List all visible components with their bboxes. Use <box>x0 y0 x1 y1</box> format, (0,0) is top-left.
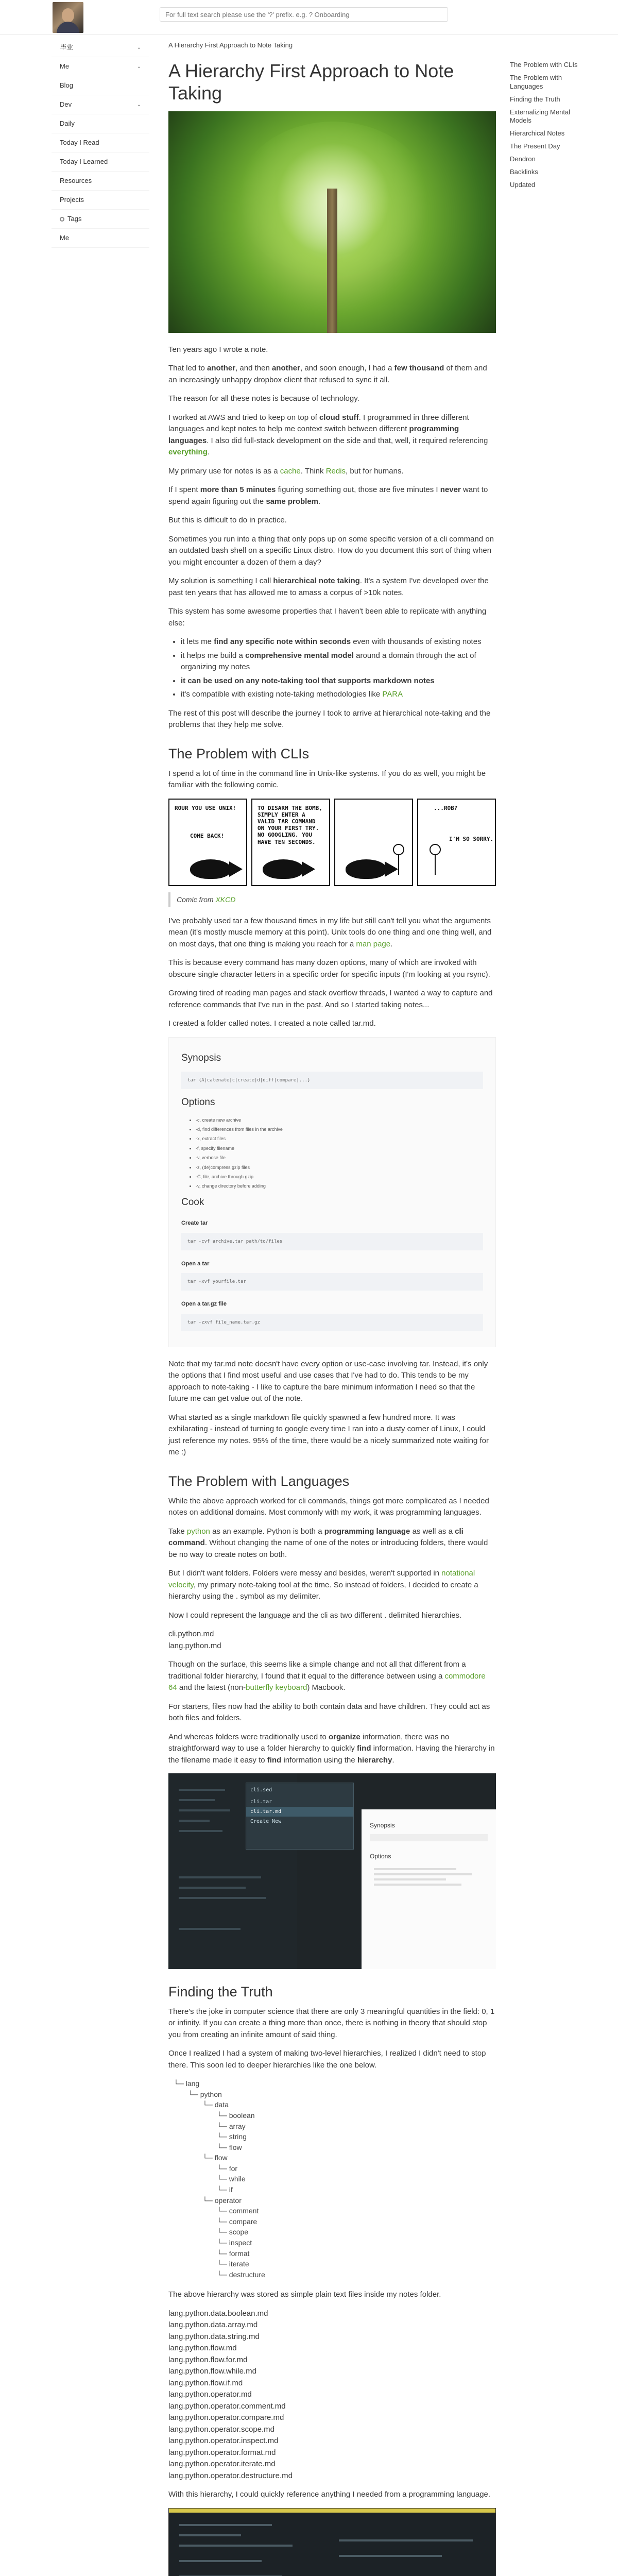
top-bar <box>0 0 618 35</box>
chevron-down-icon: ⌄ <box>136 44 141 50</box>
preview-pane: Synopsis Options <box>362 1809 496 1969</box>
s2-p6: For starters, files now had the ability to both contain data and have children. They could act as both files and folders. <box>168 1702 490 1722</box>
code-block: tar -cvf archive.tar path/to/files <box>181 1233 483 1250</box>
comic-panel: TO DISARM THE BOMB, SIMPLY ENTER A VALID TAR COMMAND ON YOUR FIRST TRY. NO GOOGLING. YOU HAVE TEN SECONDS. <box>251 799 330 886</box>
sidebar-item-today-i-learned[interactable]: Today I Learned <box>52 152 149 172</box>
intro-p4: I worked at AWS and tried to keep on top of cloud stuff. I programmed in three different languages and kept notes to help me context switch between different programming languages. I also did full-stack development on the side and that, well, it required referencing everything. <box>168 413 488 457</box>
main-content <box>168 40 496 2576</box>
list-item: • it can be used on any note-taking tool that supports markdown notes <box>181 675 496 687</box>
tree-node: └─ scope <box>217 2228 249 2236</box>
s2-p7: And whereas folders were traditionally used to organize information, there was no straightforward way to use a folder hierarchy to quickly find information. Having the hierarchy in the filename made it easy to find information using the hierarchy. <box>168 1732 495 1765</box>
sidebar-item-daily[interactable]: Daily <box>52 114 149 133</box>
file-list: cli.python.md lang.python.md <box>168 1630 221 1650</box>
toc-item[interactable]: Finding the Truth <box>510 95 560 103</box>
s1-p1: I spend a lot of time in the command line in Unix-like systems. If you do as well, you might be familiar with the following comic. <box>168 769 486 790</box>
intro-p9: My solution is something I call hierarchical note taking. It's a system I've developed over the past ten years that has allowed me to amass a corpus of >10k notes. <box>168 577 489 597</box>
s1-p4: Growing tired of reading man pages and stack overflow threads, I wanted a way to capture and reference commands that I've run in the past. And so I started taking notes... <box>168 989 493 1009</box>
s2-p1: While the above approach worked for cli commands, things got more complicated as I needed notes on additional domains. Most commonly with my work, it was programming languages. <box>168 1496 489 1517</box>
list-item: • it helps me build a comprehensive mental model around a domain through the act of organizing my notes <box>181 650 496 673</box>
s1-p6: Note that my tar.md note doesn't have every option or use-case involving tar. Instead, it's only the options that I find most useful and use cases that I've had to do. This tends to be my approach to note-taking - I like to capture the bare minimum information I need so that the future me can get value out of the note. <box>168 1359 488 1403</box>
toc-item[interactable]: Updated <box>510 180 536 189</box>
comic-panel: ROUR YOU USE UNIX! COME BACK! <box>168 799 247 886</box>
redis-link[interactable]: Redis <box>325 466 346 476</box>
tree-node: └─ operator <box>202 2196 242 2205</box>
tree-node: └─ iterate <box>217 2260 249 2268</box>
tree-node: └─ python <box>188 2090 222 2098</box>
list-item: • it lets me find any specific note within seconds even with thousands of existing notes <box>181 636 496 648</box>
commodore-link[interactable]: commodore 64 <box>168 1671 486 1692</box>
chevron-down-icon: ⌄ <box>136 63 141 70</box>
para-link[interactable]: PARA <box>382 690 403 699</box>
sidebar-item-today-i-read[interactable]: Today I Read <box>52 133 149 152</box>
avatar[interactable] <box>53 2 83 33</box>
tree-node: └─ if <box>217 2185 233 2194</box>
tree-node: └─ data <box>202 2100 229 2109</box>
toc-item[interactable]: Hierarchical Notes <box>510 129 565 138</box>
code-block: tar -xvf yourfile.tar <box>181 1273 483 1291</box>
intro-p1: Ten years ago I wrote a note. <box>168 345 268 354</box>
tag-icon <box>60 217 64 222</box>
toc-item[interactable]: Externalizing Mental Models <box>510 108 571 125</box>
s2-p3: But I didn't want folders. Folders were messy and besides, weren't supported in notational velocity, my primary note-taking tool at the time. So instead of folders, I decided to create a hierarchy using the . symbol as my delimiter. <box>168 1569 478 1601</box>
comic-caption: Comic from XKCD <box>168 892 496 907</box>
intro-p7: But this is difficult to do in practice. <box>168 516 287 525</box>
quick-open-popup: cli.sed cli.tar cli.tar.md Create New <box>246 1783 354 1850</box>
tree-node: └─ while <box>217 2175 246 2183</box>
s3-p4: With this hierarchy, I could quickly reference anything I needed from a programming language. <box>168 2490 491 2499</box>
intro-p5: My primary use for notes is as a cache. Think Redis, but for humans. <box>168 466 404 476</box>
table-of-contents <box>510 61 592 194</box>
s1-p3: This is because every command has many dozen options, many of which are invoked with obscure single character letters in a specific order for specific inputs (I'm looking at you rsync). <box>168 958 490 979</box>
comic-panel: ...ROB? I'M SO SORRY. <box>417 799 496 886</box>
tree-node: └─ comment <box>217 2207 259 2215</box>
sidebar-item-me-bottom[interactable]: Me <box>52 229 149 248</box>
tree-node: └─ format <box>217 2249 250 2258</box>
cache-link[interactable]: cache <box>280 466 301 476</box>
editor-screenshot <box>168 1773 496 1969</box>
s2-p4: Now I could represent the language and the cli as two different . delimited hierarchies. <box>168 1611 462 1620</box>
tree-node: └─ inspect <box>217 2238 252 2247</box>
intro-p2: That led to another, and then another, and soon enough, I had a few thousand of them and an increasingly unhappy dropbox client that refused to sync it all. <box>168 364 487 384</box>
doc-options-heading: Options <box>181 1097 215 1108</box>
doc-options-list: • -c, create new archive • -d, find differences from files in the archive • -x, extract files • -f, specify filename • -v, verbose file • -z, (de)compress gzip files • -C, file, archive through gzip • -v, change directory before adding <box>196 1116 483 1190</box>
sidebar-item-resources[interactable]: Resources <box>52 172 149 191</box>
tree-node: └─ for <box>217 2164 238 2173</box>
sidebar-item-tags[interactable]: Tags <box>52 210 149 229</box>
s1-p2: I've probably used tar a few thousand times in my life but still can't tell you what the arguments mean (it's mostly muscle memory at this point). Unix tools do one thing and one thing well, and on most days, that one thing is making you reach for a man page. <box>168 916 492 948</box>
section-heading-finding-truth: Finding the Truth <box>168 1984 273 1999</box>
s1-p5: I created a folder called notes. I created a note called tar.md. <box>168 1019 376 1028</box>
s1-p7: What started as a single markdown file quickly spawned a few hundred more. It was exhilarating - instead of turning to google every time I ran into a dusty corner of Linux, I could just reference my notes. 95% of the time, there would be a nicely summarized note waiting for me :) <box>168 1413 489 1457</box>
tree-node: └─ string <box>217 2132 247 2141</box>
section-heading-clis: The Problem with CLIs <box>168 745 310 761</box>
python-link[interactable]: python <box>186 1527 210 1536</box>
code-block: tar {A|catenate|c|create|d|diff|compare|...} <box>181 1072 483 1089</box>
tree-node: └─ boolean <box>217 2111 255 2120</box>
xkcd-link[interactable]: XKCD <box>215 895 236 904</box>
toc-item[interactable]: The Present Day <box>510 142 560 150</box>
tree-node: └─ array <box>217 2122 246 2130</box>
intro-p10: This system has some awesome properties that I haven't been able to replicate with anything else: <box>168 607 487 628</box>
file-list: lang.python.data.boolean.md lang.python.data.array.md lang.python.data.string.md lang.python.flow.md lang.python.flow.for.md lang.python.flow.while.md lang.python.flow.if.md lang.python.operator.md lang.python.operator.comment.md lang.python.operator.compare.md lang.python.operator.scope.md lang.python.operator.inspect.md lang.python.operator.format.md lang.python.operator.iterate.md lang.python.operator.destructure.md <box>168 2309 293 2480</box>
s3-p3: The above hierarchy was stored as simple plain text files inside my notes folder. <box>168 2290 441 2299</box>
toc-item[interactable]: The Problem with CLIs <box>510 61 578 69</box>
tree-node: └─ compare <box>217 2217 258 2226</box>
s2-p2: Take python as an example. Python is both a programming language as well as a cli command. Without changing the name of one of the notes or introducing folders, there would be no way to create notes on both. <box>168 1527 488 1559</box>
toc-item[interactable]: The Problem with Languages <box>510 73 562 90</box>
tree-node: └─ flow <box>217 2143 242 2151</box>
tar-note-screenshot: Synopsis tar {A|catenate|c|create|d|diff|compare|...} Options • -c, create new archive • -d, find differences from files in the archive • -x, extract files • -f, specify filename • -v, verbose file • -z, (de)compress gzip files • -C, file, archive through gzip • -v, change directory before adding Cook Create tar tar -cvf archive.tar path/to/files Open a tar tar -xvf yourfile.tar Open a tar.gz file tar -zxvf file_name.tar.gz <box>168 1037 496 1347</box>
s2-p5: Though on the surface, this seems like a simple change and not all that different from a traditional folder hierarchy, I found that it equal to the difference between using a commodore 64 and the latest (non-butterfly keyboard) Macbook. <box>168 1660 486 1692</box>
hero-tree-image <box>168 111 496 333</box>
code-block: tar -zxvf file_name.tar.gz <box>181 1314 483 1331</box>
page-title: A Hierarchy First Approach to Note Taking <box>168 60 454 104</box>
python-lookup-screenshot <box>168 2508 496 2576</box>
s3-p1: There's the joke in computer science that there are only 3 meaningful quantities in the field: 0, 1 or infinity. If you can create a thing more than once, there is nothing in theory that should stop you from creating an infinite amount of said thing. <box>168 2007 495 2039</box>
xkcd-comic <box>168 799 496 886</box>
toc-item[interactable]: Backlinks <box>510 168 538 176</box>
properties-list <box>181 636 496 701</box>
sidebar-item-projects[interactable]: Projects <box>52 191 149 210</box>
s3-p2: Once I realized I had a system of making two-level hierarchies, I realized I didn't need to stop there. This soon led to deeper hierarchies like the one below. <box>168 2049 486 2070</box>
sidebar-item-1[interactable]: 毕业 ⌄ <box>52 38 149 57</box>
tree-node: └─ destructure <box>217 2270 265 2279</box>
doc-synopsis-heading: Synopsis <box>181 1052 221 1063</box>
sidebar-item-blog[interactable]: Blog <box>52 76 149 95</box>
tree-node: └─ flow <box>202 2154 228 2162</box>
list-item: • it's compatible with existing note-taking methodologies like PARA <box>181 689 496 701</box>
toc-item[interactable]: Dendron <box>510 155 536 163</box>
hierarchy-tree <box>174 2078 496 2280</box>
man-page-link[interactable]: man page <box>356 939 391 948</box>
butterfly-keyboard-link[interactable]: butterfly keyboard <box>246 1683 307 1692</box>
intro-p8: Sometimes you run into a thing that only pops up on some specific version of a cli command on an outdated bash shell on a specific Linux distro. How do you document this sort of thing when you might encounter a dozen of them a day? <box>168 534 494 567</box>
breadcrumb[interactable]: A Hierarchy First Approach to Note Taking <box>168 41 293 49</box>
intro-p11: The rest of this post will describe the journey I took to arrive at hierarchical note-taking and the problems that they help me solve. <box>168 708 491 730</box>
chevron-down-icon: ⌄ <box>136 101 141 108</box>
tree-node: └─ lang <box>174 2079 200 2088</box>
search-input[interactable] <box>160 7 448 22</box>
notational-velocity-link[interactable]: notational velocity <box>168 1569 475 1589</box>
intro-p6: If I spent more than 5 minutes figuring something out, those are five minutes I never want to spend again figuring out the same problem. <box>168 485 488 506</box>
section-heading-languages: The Problem with Languages <box>168 1473 350 1489</box>
comic-panel <box>334 799 413 886</box>
sidebar-item-me[interactable]: Me ⌄ <box>52 57 149 76</box>
sidebar-item-dev[interactable]: Dev ⌄ <box>52 95 149 114</box>
doc-cook-heading: Cook <box>181 1196 204 1208</box>
sidebar-nav <box>52 38 149 248</box>
intro-p3: The reason for all these notes is because of technology. <box>168 394 359 403</box>
